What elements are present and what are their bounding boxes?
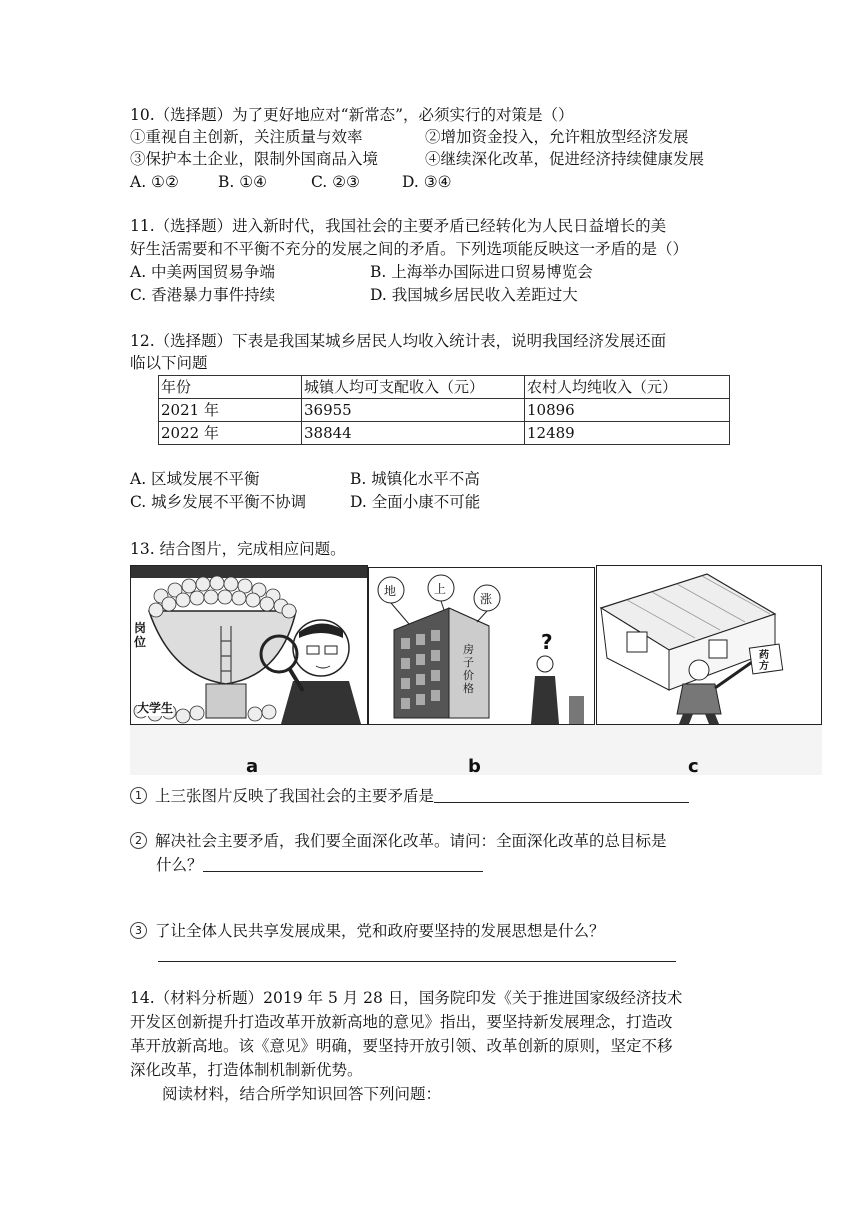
q12-stem-line-2: 临以下问题	[130, 354, 208, 372]
cartoon-b-bubble-3: 涨	[480, 592, 493, 606]
q14-material-line-3: 革开放新高地。该《意见》明确，要坚持开放引领、改革创新的原则，坚定不移	[130, 1037, 673, 1055]
q14-instruction: 阅读材料，结合所学知识回答下列问题：	[162, 1085, 442, 1103]
circled-number-1: 1	[130, 787, 147, 804]
cartoon-c-drawing	[597, 566, 821, 724]
q10-option-c: C. ②③	[311, 173, 360, 191]
q13-sub2-text-line-1: 解决社会主要矛盾，我们要全面深化改革。请问：全面深化改革的总目标是	[155, 832, 667, 850]
answer-blank-1[interactable]	[434, 786, 689, 803]
cartoon-b-bubble-1: 地	[384, 584, 397, 598]
q10-option-b: B. ①④	[218, 173, 268, 191]
q14-material-line-1: 14.（材料分析题）2019 年 5 月 28 日，国务院印发《关于推进国家级经济技术	[130, 989, 683, 1007]
image-label-c: c	[688, 756, 699, 777]
q10-statement-4: ④继续深化改革，促进经济持续健康发展	[425, 150, 705, 168]
table-header-cell: 城镇人均可支配收入（元）	[302, 376, 525, 399]
circled-number-3: 3	[130, 922, 147, 939]
circled-number-2: 2	[130, 832, 147, 849]
table-cell: 38844	[302, 422, 525, 445]
q13-subquestion-2-line-2	[156, 854, 483, 876]
cartoon-a-post-label: 岗位	[134, 621, 147, 649]
q11-stem-line-1: 11.（选择题）进入新时代，我国社会的主要矛盾已经转化为人民日益增长的美	[130, 217, 667, 235]
cartoon-image-c	[596, 565, 822, 725]
q12-stem-line-1: 12.（选择题）下表是我国某城乡居民人均收入统计表，说明我国经济发展还面	[130, 332, 667, 350]
table-header-cell: 年份	[159, 376, 302, 399]
q11-option-a: A. 中美两国贸易争端	[130, 263, 276, 281]
table-header-row	[159, 376, 730, 399]
q10-statement-3: ③保护本土企业，限制外国商品入境	[130, 150, 379, 168]
table-row	[159, 399, 730, 422]
table-cell: 10896	[525, 399, 730, 422]
table-cell: 12489	[525, 422, 730, 445]
q11-option-b: B. 上海举办国际进口贸易博览会	[370, 263, 593, 281]
q11-stem-line-2: 好生活需要和不平衡不充分的发展之间的矛盾。下列选项能反映这一矛盾的是（）	[130, 240, 689, 258]
image-label-b: b	[468, 756, 481, 777]
table-cell: 2021 年	[159, 399, 302, 422]
q10-statement-1: ①重视自主创新，关注质量与效率	[130, 128, 363, 146]
cartoon-a-student-label: 大学生	[137, 701, 174, 715]
q13-sub2-text-line-2: 什么？	[156, 856, 203, 874]
answer-blank-3[interactable]	[158, 961, 676, 962]
q10-statement-2: ②增加资金投入，允许粗放型经济发展	[425, 128, 689, 146]
cartoon-image-b	[368, 567, 595, 725]
cartoon-c-prescription-label: 药方	[759, 650, 769, 672]
cartoon-b-building-label: 房子价格	[463, 643, 474, 695]
table-header-cell: 农村人均纯收入（元）	[525, 376, 730, 399]
q13-sub3-text: 了让全体人民共享发展成果，党和政府要坚持的发展思想是什么？	[155, 922, 605, 940]
table-cell: 36955	[302, 399, 525, 422]
q12-option-c: C. 城乡发展不平衡不协调	[130, 493, 307, 511]
q13-stem: 13. 结合图片，完成相应问题。	[130, 540, 346, 558]
cartoon-image-a	[130, 565, 368, 725]
answer-blank-2[interactable]	[203, 855, 483, 872]
q10-option-d: D. ③④	[402, 173, 452, 191]
image-label-a: a	[246, 756, 259, 777]
cartoon-b-bubble-2: 上	[434, 582, 447, 596]
q13-subquestion-1	[130, 785, 689, 807]
q12-option-a: A. 区域发展不平衡	[130, 470, 260, 488]
q13-subquestion-2	[130, 830, 667, 852]
q10-option-a: A. ①②	[130, 173, 179, 191]
q13-subquestion-3	[130, 920, 605, 942]
table-cell: 2022 年	[159, 422, 302, 445]
q11-option-d: D. 我国城乡居民收入差距过大	[370, 286, 578, 304]
cartoon-b-question-mark: ?	[541, 630, 553, 654]
income-table	[158, 375, 730, 445]
q12-option-d: D. 全面小康不可能	[350, 493, 481, 511]
q11-option-c: C. 香港暴力事件持续	[130, 286, 276, 304]
q14-material-line-4: 深化改革，打造体制机制新优势。	[130, 1061, 363, 1079]
q12-option-b: B. 城镇化水平不高	[350, 470, 480, 488]
q13-sub1-text: 上三张图片反映了我国社会的主要矛盾是	[155, 787, 435, 805]
q10-stem: 10.（选择题）为了更好地应对“新常态”，必须实行的对策是（）	[130, 106, 574, 124]
table-row	[159, 422, 730, 445]
q14-material-line-2: 开发区创新提升打造改革开放新高地的意见》指出，要坚持新发展理念，打造改	[130, 1013, 673, 1031]
